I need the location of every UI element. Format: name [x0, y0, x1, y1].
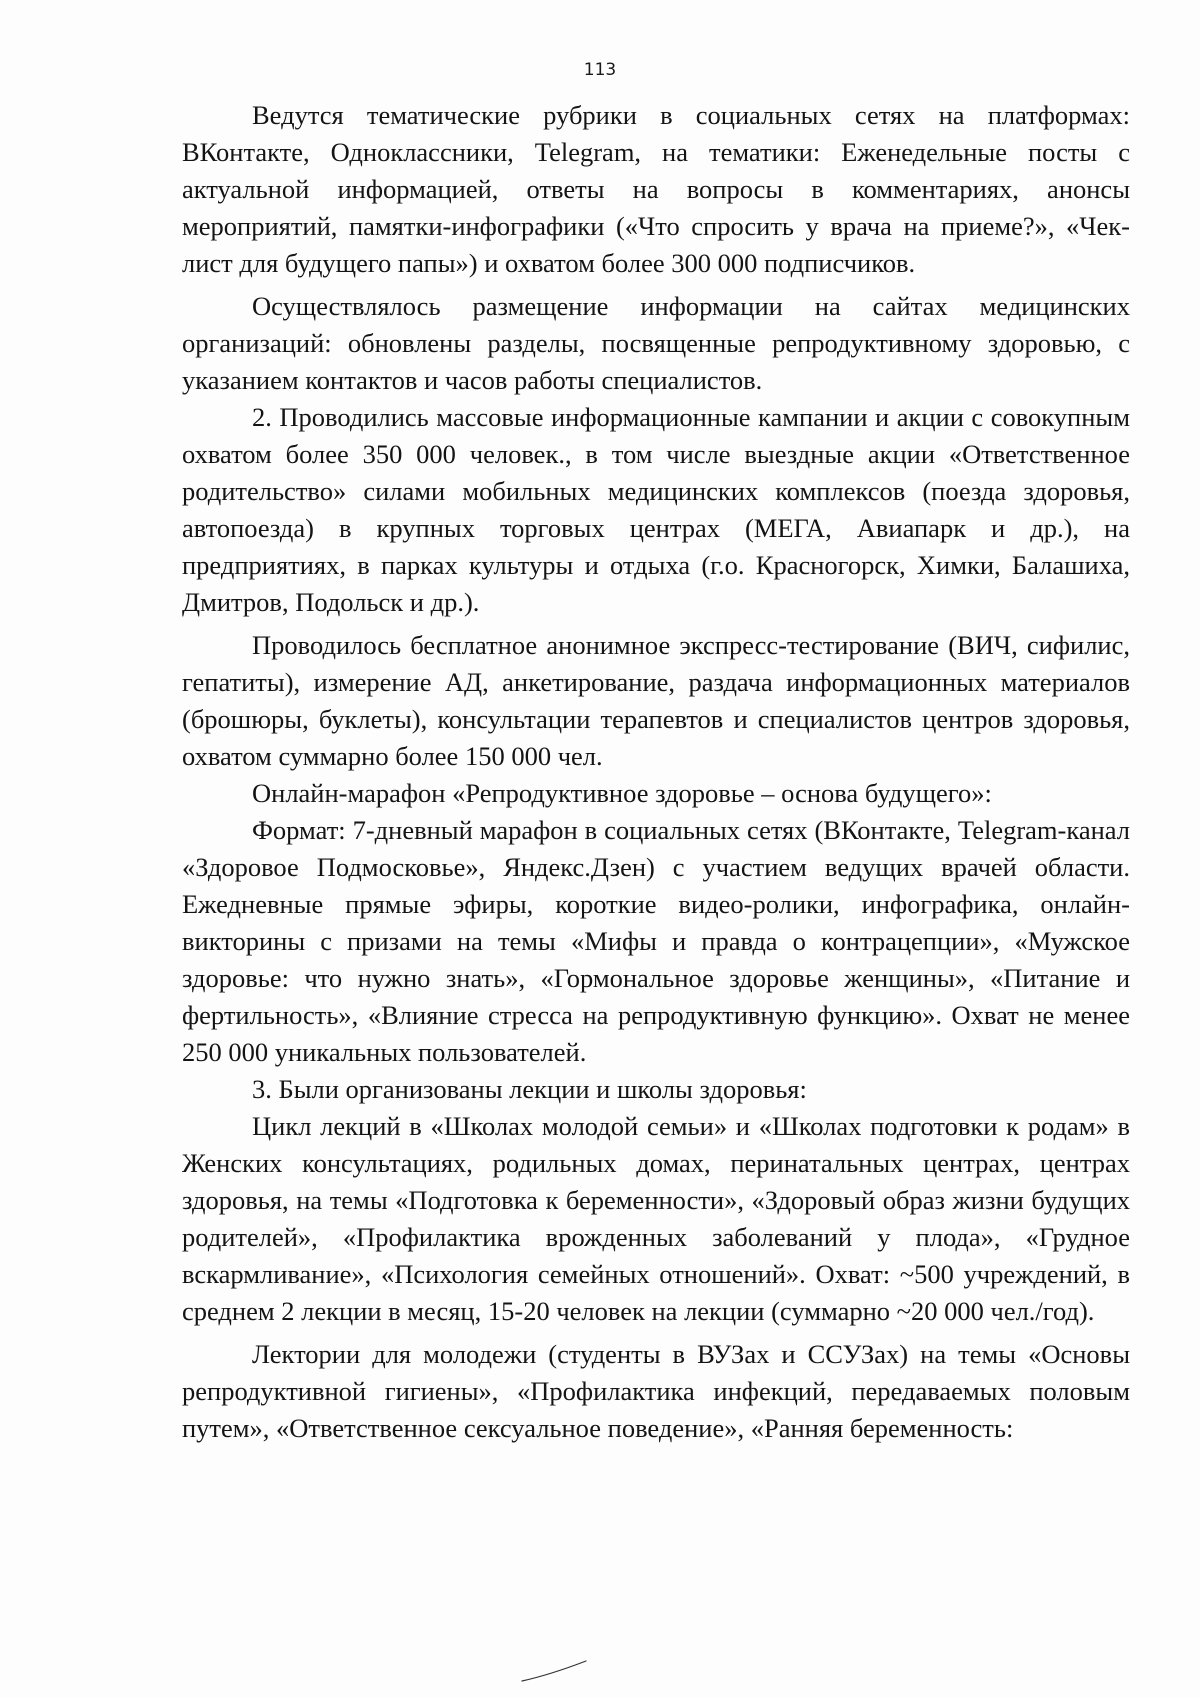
- paragraph-social-media: Ведутся тематические рубрики в социальных сетях на платформах: ВКонтакте, Одноклассники, Telegram, на тематики: Еженедельные посты с актуальной информацией, ответы на вопросы в комментариях, анонсы мероприятий, памятки-инфографики («Что спросить у врача на приеме?», «Чек-лист для будущего папы») и охватом более 300 000 подписчиков.: [182, 100, 1130, 278]
- page-number: 113: [583, 60, 617, 80]
- paragraph-campaigns: 2. Проводились массовые информационные кампании и акции с совокупным охватом более 350 000 человек., в том числе выездные акции «Ответственное родительство» силами мобильных медицинских комплексов (поезда здоровья, автопоезда) в крупных торговых центрах (МЕГА, Авиапарк и др.), на предприятиях, в парках культуры и отдыха (г.о. Красногорск, Химки, Балашиха, Дмитров, Подольск и др.).: [182, 402, 1130, 617]
- paragraph-websites: Осуществлялось размещение информации на сайтах медицинских организаций: обновлены разделы, посвященные репродуктивному здоровью, с указанием контактов и часов работы специалистов.: [182, 291, 1130, 395]
- paragraph-marathon-title: Онлайн-марафон «Репродуктивное здоровье – основа будущего»:: [252, 778, 992, 808]
- pen-mark: [520, 1655, 590, 1685]
- paragraph-testing: Проводилось бесплатное анонимное экспресс-тестирование (ВИЧ, сифилис, гепатиты), измерение АД, анкетирование, раздача информационных материалов (брошюры, буклеты), консультации терапевтов и специалистов центров здоровья, охватом суммарно более 150 000 чел.: [182, 630, 1130, 771]
- paragraph-lectures-heading: 3. Были организованы лекции и школы здоровья:: [252, 1074, 807, 1104]
- paragraph-lecture-cycle: Цикл лекций в «Школах молодой семьи» и «Школах подготовки к родам» в Женских консультациях, родильных домах, перинатальных центрах, центрах здоровья, на темы «Подготовка к беременности», «Здоровый образ жизни будущих родителей», «Профилактика врожденных заболеваний у плода», «Грудное вскармливание», «Психология семейных отношений». Охват: ~500 учреждений, в среднем 2 лекции в месяц, 15-20 человек на лекции (суммарно ~20 000 чел./год).: [182, 1111, 1130, 1326]
- paragraph-youth-lectures: Лектории для молодежи (студенты в ВУЗах и ССУЗах) на темы «Основы репродуктивной гигиены», «Профилактика инфекций, передаваемых половым путем», «Ответственное сексуальное поведение», «Ранняя беременность:: [182, 1339, 1130, 1443]
- paragraph-marathon-format: Формат: 7-дневный марафон в социальных сетях (ВКонтакте, Telegram-канал «Здоровое Подмосковье», Яндекс.Дзен) с участием ведущих врачей области. Ежедневные прямые эфиры, короткие видео-ролики, инфографика, онлайн-викторины с призами на темы «Мифы и правда о контрацепции», «Мужское здоровье: что нужно знать», «Гормональное здоровье женщины», «Питание и фертильность», «Влияние стресса на репродуктивную функцию». Охват не менее 250 000 уникальных пользователей.: [182, 815, 1130, 1067]
- document-body: [182, 97, 1130, 1447]
